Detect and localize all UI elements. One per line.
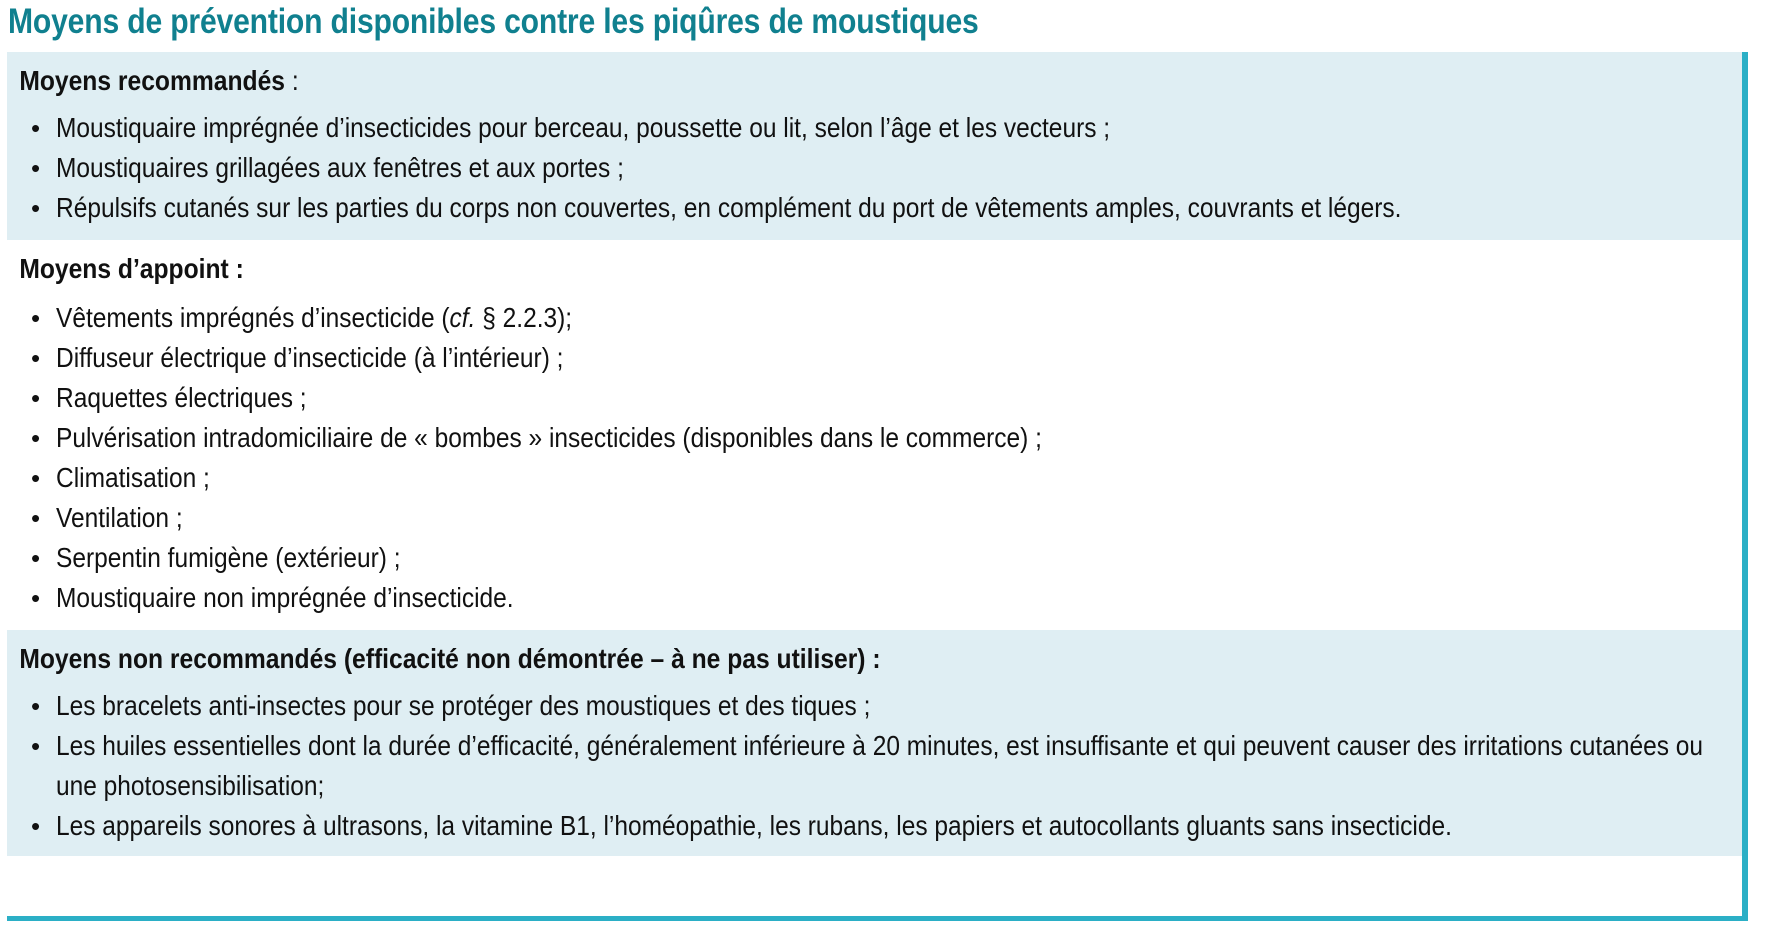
list-item-text: • Diffuseur électrique d’insecticide (à l’intérieur) ; bbox=[56, 342, 564, 373]
list-item bbox=[7, 458, 1742, 498]
list-item-text: • Moustiquaire non imprégnée d’insecticide. bbox=[56, 582, 514, 613]
list-item-text: • Pulvérisation intradomiciliaire de « bombes » insecticides (disponibles dans le commerce) ; bbox=[56, 422, 1042, 453]
list-item bbox=[7, 726, 1742, 806]
list-item-text: • Raquettes électriques ; bbox=[56, 382, 307, 413]
list-item bbox=[7, 418, 1742, 458]
list-item bbox=[7, 686, 1742, 726]
section-non-recommandes bbox=[7, 630, 1742, 856]
item-text-post: § 2.2.3); bbox=[475, 302, 573, 333]
list-item bbox=[7, 538, 1742, 578]
list-item-text: • Ventilation ; bbox=[56, 502, 183, 533]
list-item-text: • Moustiquaire imprégnée d’insecticides pour berceau, poussette ou lit, selon l’âge et les vecteurs ; bbox=[56, 112, 1111, 143]
list-item bbox=[7, 578, 1742, 618]
list-item-text: • Les huiles essentielles dont la durée d’efficacité, généralement inférieure à 20 minutes, est insuffisante et qui peuvent causer des irritations cutanées ou une photosensibilisation; bbox=[56, 730, 1704, 801]
bullet-list-appoint bbox=[7, 290, 1742, 630]
list-item-text: • Répulsifs cutanés sur les parties du corps non couvertes, en complément du port de vêtements amples, couvrants et légers. bbox=[56, 192, 1402, 223]
section-recommandes bbox=[7, 52, 1742, 240]
list-item bbox=[7, 188, 1742, 228]
section-heading-recommandes-rest: : bbox=[284, 65, 299, 96]
section-heading-non-recommandes bbox=[7, 630, 1745, 680]
list-item-text bbox=[56, 298, 1718, 338]
list-item bbox=[7, 338, 1742, 378]
list-item bbox=[7, 378, 1742, 418]
figure-title: Moyens de prévention disponibles contre les piqûres de moustiques bbox=[8, 2, 979, 41]
item-text-pre: Vêtements imprégnés d’insecticide ( bbox=[56, 302, 450, 333]
section-heading-non-recommandes-bold: Moyens non recommandés (efficacité non démontrée – à ne pas utiliser) : bbox=[19, 643, 881, 674]
list-item bbox=[7, 806, 1742, 846]
list-item-text: • Les bracelets anti-insectes pour se protéger des moustiques et des tiques ; bbox=[56, 690, 871, 721]
bullet-list-recommandes bbox=[7, 102, 1742, 240]
section-heading-appoint bbox=[7, 240, 1745, 290]
list-item bbox=[7, 498, 1742, 538]
figure-box bbox=[7, 52, 1748, 921]
bullet-list-non-recommandes bbox=[7, 680, 1742, 856]
list-item bbox=[7, 148, 1742, 188]
list-item-text: • Moustiquaires grillagées aux fenêtres et aux portes ; bbox=[56, 152, 624, 183]
list-item-text: • Climatisation ; bbox=[56, 462, 210, 493]
list-item-text: • Les appareils sonores à ultrasons, la vitamine B1, l’homéopathie, les rubans, les papiers et autocollants gluants sans insecticide. bbox=[56, 810, 1452, 841]
section-heading-recommandes-bold: Moyens recommandés bbox=[19, 65, 285, 96]
section-heading-appoint-bold: Moyens d’appoint : bbox=[19, 253, 244, 284]
section-appoint bbox=[7, 240, 1742, 630]
list-item bbox=[7, 298, 1742, 338]
section-heading-recommandes bbox=[7, 52, 1745, 102]
list-item-text: • Serpentin fumigène (extérieur) ; bbox=[56, 542, 401, 573]
item-text-italic: cf. bbox=[449, 302, 476, 333]
list-item bbox=[7, 108, 1742, 148]
